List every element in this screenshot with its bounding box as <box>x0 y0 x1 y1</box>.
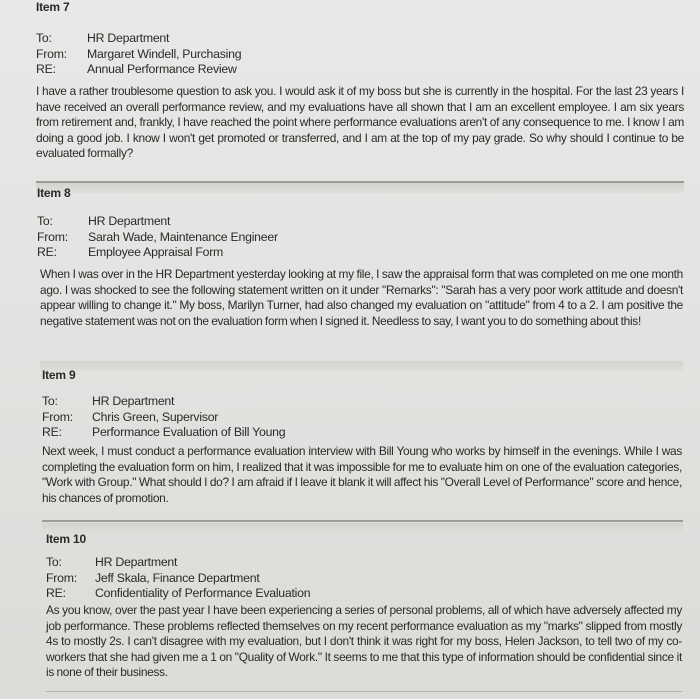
memo-item-10 <box>0 523 700 699</box>
memo-header <box>46 555 310 602</box>
from-value: Margaret Windell, Purchasing <box>87 46 242 61</box>
to-label: To: <box>46 555 62 569</box>
memo-body: Next week, I must conduct a performance evaluation interview with Bill Young who works by himself in the evenings. While I was completing the evaluation form on him, I realized that it was impossible for me to evaluate him on one of the evaluation categories, "Work with Group." What should I do? I am afraid if I leave it blank it will affect his "Overall Level of Performance" score and hence, his chances of promotion. <box>42 444 682 505</box>
title-shading <box>40 361 683 371</box>
section-divider <box>46 691 682 692</box>
memo-re-row <box>36 62 241 78</box>
from-value: Jeff Skala, Finance Department <box>95 570 260 585</box>
from-label: From: <box>42 409 73 424</box>
memo-header <box>36 31 241 78</box>
memo-body: As you know, over the past year I have been experiencing a series of personal problems, all of which have adversely affected my job performance. These problems reflected themselves on my recent performance evaluation as my "marks" slipped from mostly 4s to mostly 2s. I can't disagree with my evaluation, but I don't think it was right for my boss, Helen Jackson, to tell two of my co-workers that she had given me a 1 on "Quality of Work." It seems to me that this type of information should be confidential since it is none of their business. <box>46 603 682 680</box>
re-value: Confidentiality of Performance Evaluation <box>95 586 311 600</box>
memo-from-row <box>46 571 310 587</box>
to-label: To: <box>36 31 52 45</box>
memo-item-7 <box>0 0 700 185</box>
to-value: HR Department <box>95 555 178 569</box>
from-label: From: <box>46 570 77 585</box>
memo-header <box>42 394 285 441</box>
title-shading <box>42 523 683 533</box>
memo-body: When I was over in the HR Department yesterday looking at my file, I saw the appraisal form that was completed on me one month ago. I was shocked to see the following statement written on it under "Remarks": "Sarah has a very poor work attitude and doesn't appear willing to change it." My boss, Marilyn Turner, had also changed my evaluation on "attitude" from 4 to a 2. I am positive the negative statement was not on the evaluation form when I signed it. Needless to say, I want you to do something about this! <box>40 267 683 328</box>
re-label: RE: <box>36 62 56 76</box>
memo-to-row <box>36 31 241 47</box>
memo-re-row <box>37 245 278 261</box>
memo-to-row <box>42 394 285 410</box>
memo-to-row <box>46 555 310 571</box>
re-label: RE: <box>37 245 57 259</box>
item-title: Item 10 <box>46 532 86 546</box>
memo-from-row <box>36 47 241 63</box>
to-value: HR Department <box>88 214 171 228</box>
memo-item-9 <box>0 362 700 522</box>
to-value: HR Department <box>92 394 175 408</box>
to-label: To: <box>37 214 53 228</box>
memo-from-row <box>37 230 278 246</box>
memo-re-row <box>46 586 310 602</box>
memo-header <box>37 214 278 261</box>
to-value: HR Department <box>87 31 170 45</box>
to-label: To: <box>42 394 58 408</box>
from-value: Chris Green, Supervisor <box>92 409 219 424</box>
item-title: Item 8 <box>37 186 71 200</box>
memo-to-row <box>37 214 278 230</box>
re-value: Performance Evaluation of Bill Young <box>92 425 286 439</box>
re-label: RE: <box>42 425 62 439</box>
from-label: From: <box>37 229 68 244</box>
re-value: Annual Performance Review <box>87 62 237 76</box>
from-value: Sarah Wade, Maintenance Engineer <box>88 229 278 244</box>
title-shading <box>36 183 684 193</box>
from-label: From: <box>36 46 67 61</box>
memo-from-row <box>42 410 285 426</box>
item-title: Item 7 <box>36 0 70 14</box>
memo-body: I have a rather troublesome question to ask you. I would ask it of my boss but she is currently in the hospital. For the last 23 years I have received an overall performance review, and my evaluations have all shown that I am an excellent employee. I am six years from retirement and, frankly, I have reached the point where performance evaluations aren't of any consequence to me. I know I am doing a good job. I know I won't get promoted or transferred, and I am at the top of my pay grade. So why should I continue to be evaluated formally? <box>36 84 684 161</box>
memo-re-row <box>42 425 285 441</box>
re-label: RE: <box>46 586 66 600</box>
re-value: Employee Appraisal Form <box>88 245 224 259</box>
item-title: Item 9 <box>42 368 76 382</box>
memo-item-8 <box>0 186 700 361</box>
section-divider <box>42 520 683 522</box>
